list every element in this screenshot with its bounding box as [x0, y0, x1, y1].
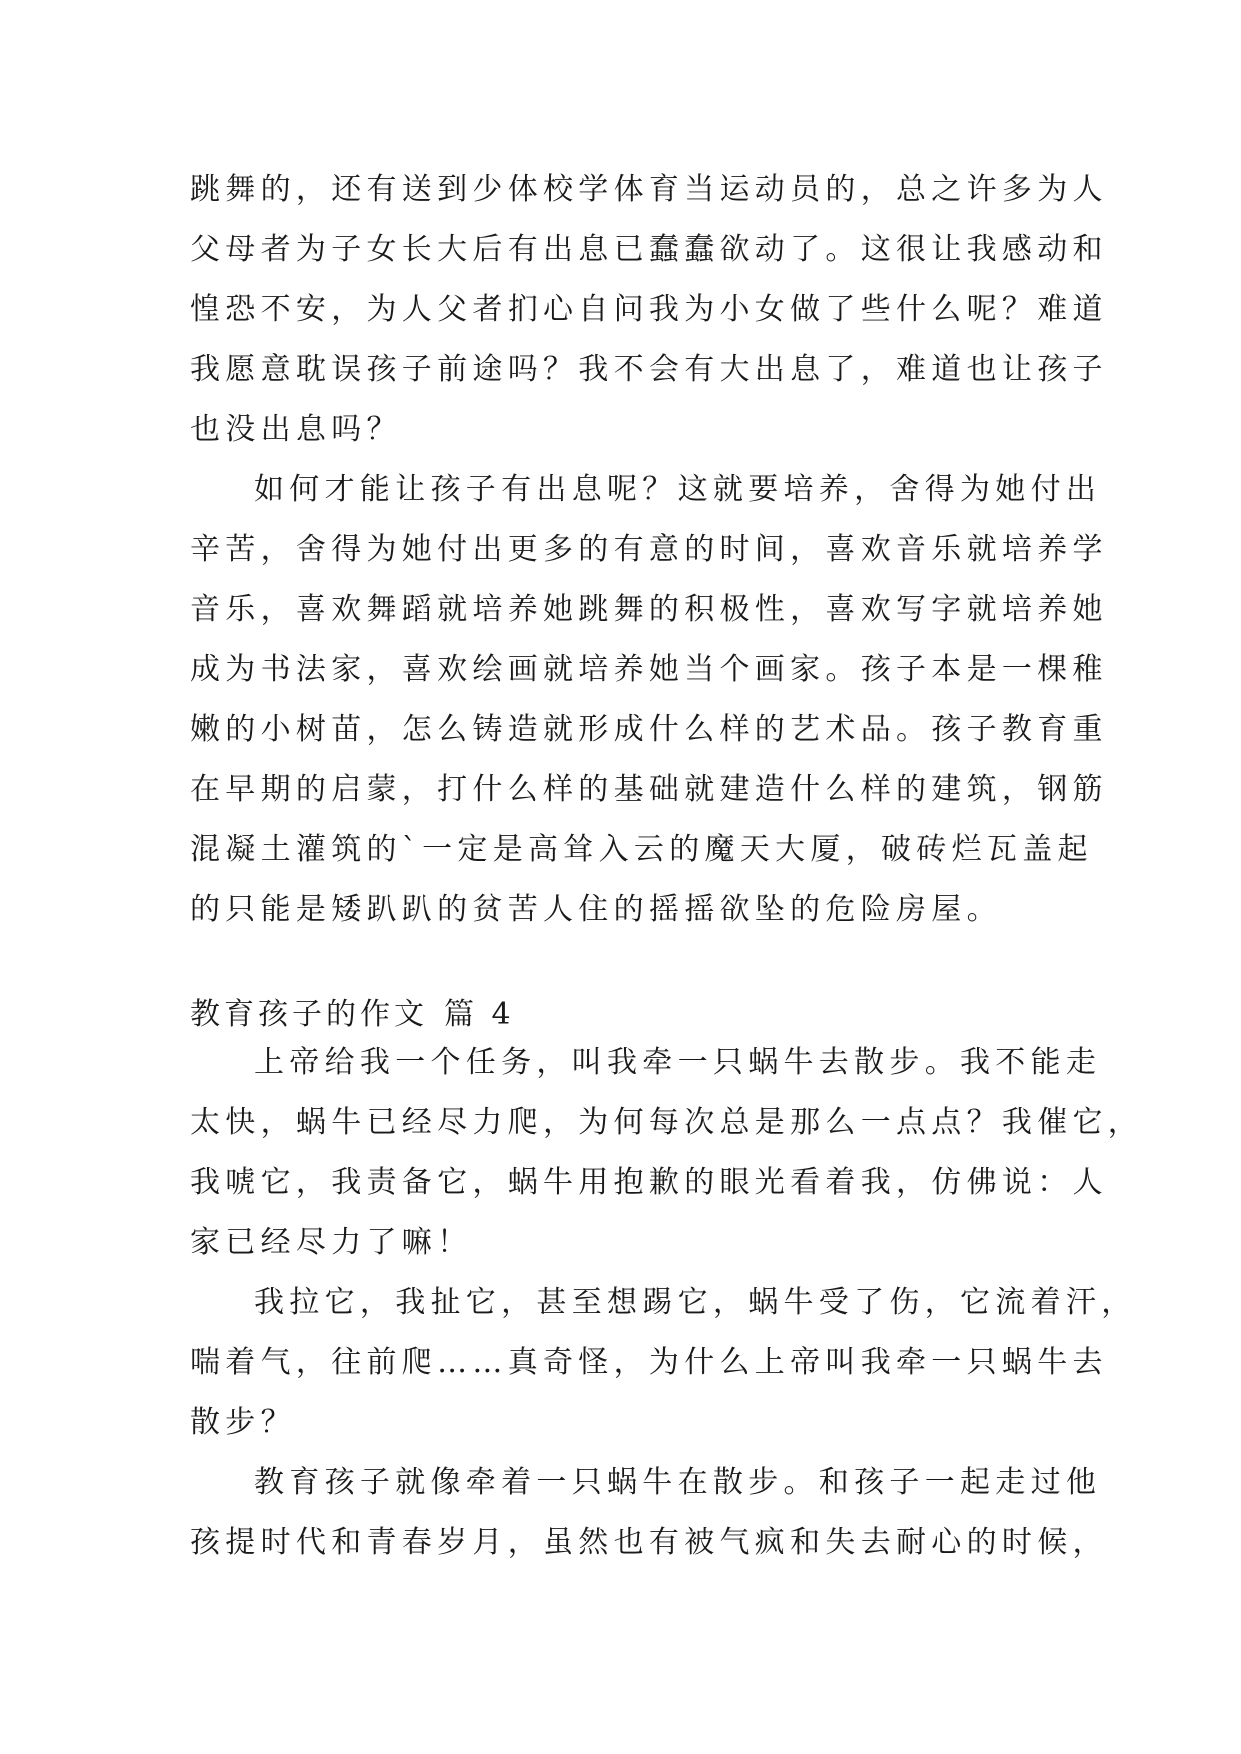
text-line: 孩提时代和青春岁月，虽然也有被气疯和失去耐心的时候，: [190, 1525, 1108, 1560]
text-line: 的只能是矮趴趴的贫苦人住的摇摇欲坠的危险房屋。: [190, 892, 1002, 927]
text-line: 混凝土灌筑的`一定是高耸入云的魔天大厦，破砖烂瓦盖起: [190, 832, 1093, 867]
text-line: 嫩的小树苗，怎么铸造就形成什么样的艺术品。孩子教育重: [190, 712, 1108, 747]
text-line: 散步？: [190, 1405, 296, 1440]
text-line: 在早期的启蒙，打什么样的基础就建造什么样的建筑，钢筋: [190, 772, 1108, 807]
text-line: 我愿意耽误孩子前途吗？我不会有大出息了，难道也让孩子: [190, 352, 1108, 387]
text-line: 父母者为子女长大后有出息已蠢蠢欲动了。这很让我感动和: [190, 232, 1108, 267]
text-line: 音乐，喜欢舞蹈就培养她跳舞的积极性，喜欢写字就培养她: [190, 592, 1108, 627]
paragraph-snail-task: [190, 1033, 1144, 1273]
heading-title: 教育孩子的作文: [190, 997, 428, 1032]
text-line: 也没出息吗？: [190, 412, 402, 447]
text-line: 喘着气，往前爬……真奇怪，为什么上帝叫我牵一只蜗牛去: [190, 1345, 1108, 1380]
text-line: 我拉它，我扯它，甚至想踢它，蜗牛受了伤，它流着汗，: [254, 1285, 1137, 1320]
text-line: 跳舞的，还有送到少体校学体育当运动员的，总之许多为人: [190, 172, 1108, 207]
heading-number: 篇 4: [444, 997, 515, 1032]
text-line: 辛苦，舍得为她付出更多的有意的时间，喜欢音乐就培养学: [190, 532, 1108, 567]
text-line: 如何才能让孩子有出息呢？这就要培养，舍得为她付出: [254, 472, 1102, 507]
paragraph-continued: [190, 160, 1108, 460]
paragraph-cultivation: [190, 460, 1108, 940]
section-heading: [190, 994, 515, 1036]
text-line: 惶恐不安，为人父者扪心自问我为小女做了些什么呢？难道: [190, 292, 1108, 327]
text-line: 我唬它，我责备它，蜗牛用抱歉的眼光看着我，仿佛说：人: [190, 1165, 1108, 1200]
text-line: 教育孩子就像牵着一只蜗牛在散步。和孩子一起走过他: [254, 1465, 1102, 1500]
text-line: 成为书法家，喜欢绘画就培养她当个画家。孩子本是一棵稚: [190, 652, 1108, 687]
text-line: 上帝给我一个任务，叫我牵一只蜗牛去散步。我不能走: [254, 1045, 1102, 1080]
text-line: 太快，蜗牛已经尽力爬，为何每次总是那么一点点？我催它，: [190, 1105, 1144, 1140]
paragraph-snail-pull: [190, 1273, 1137, 1453]
paragraph-snail-walk: [190, 1453, 1108, 1573]
text-line: 家已经尽力了嘛！: [190, 1225, 473, 1260]
